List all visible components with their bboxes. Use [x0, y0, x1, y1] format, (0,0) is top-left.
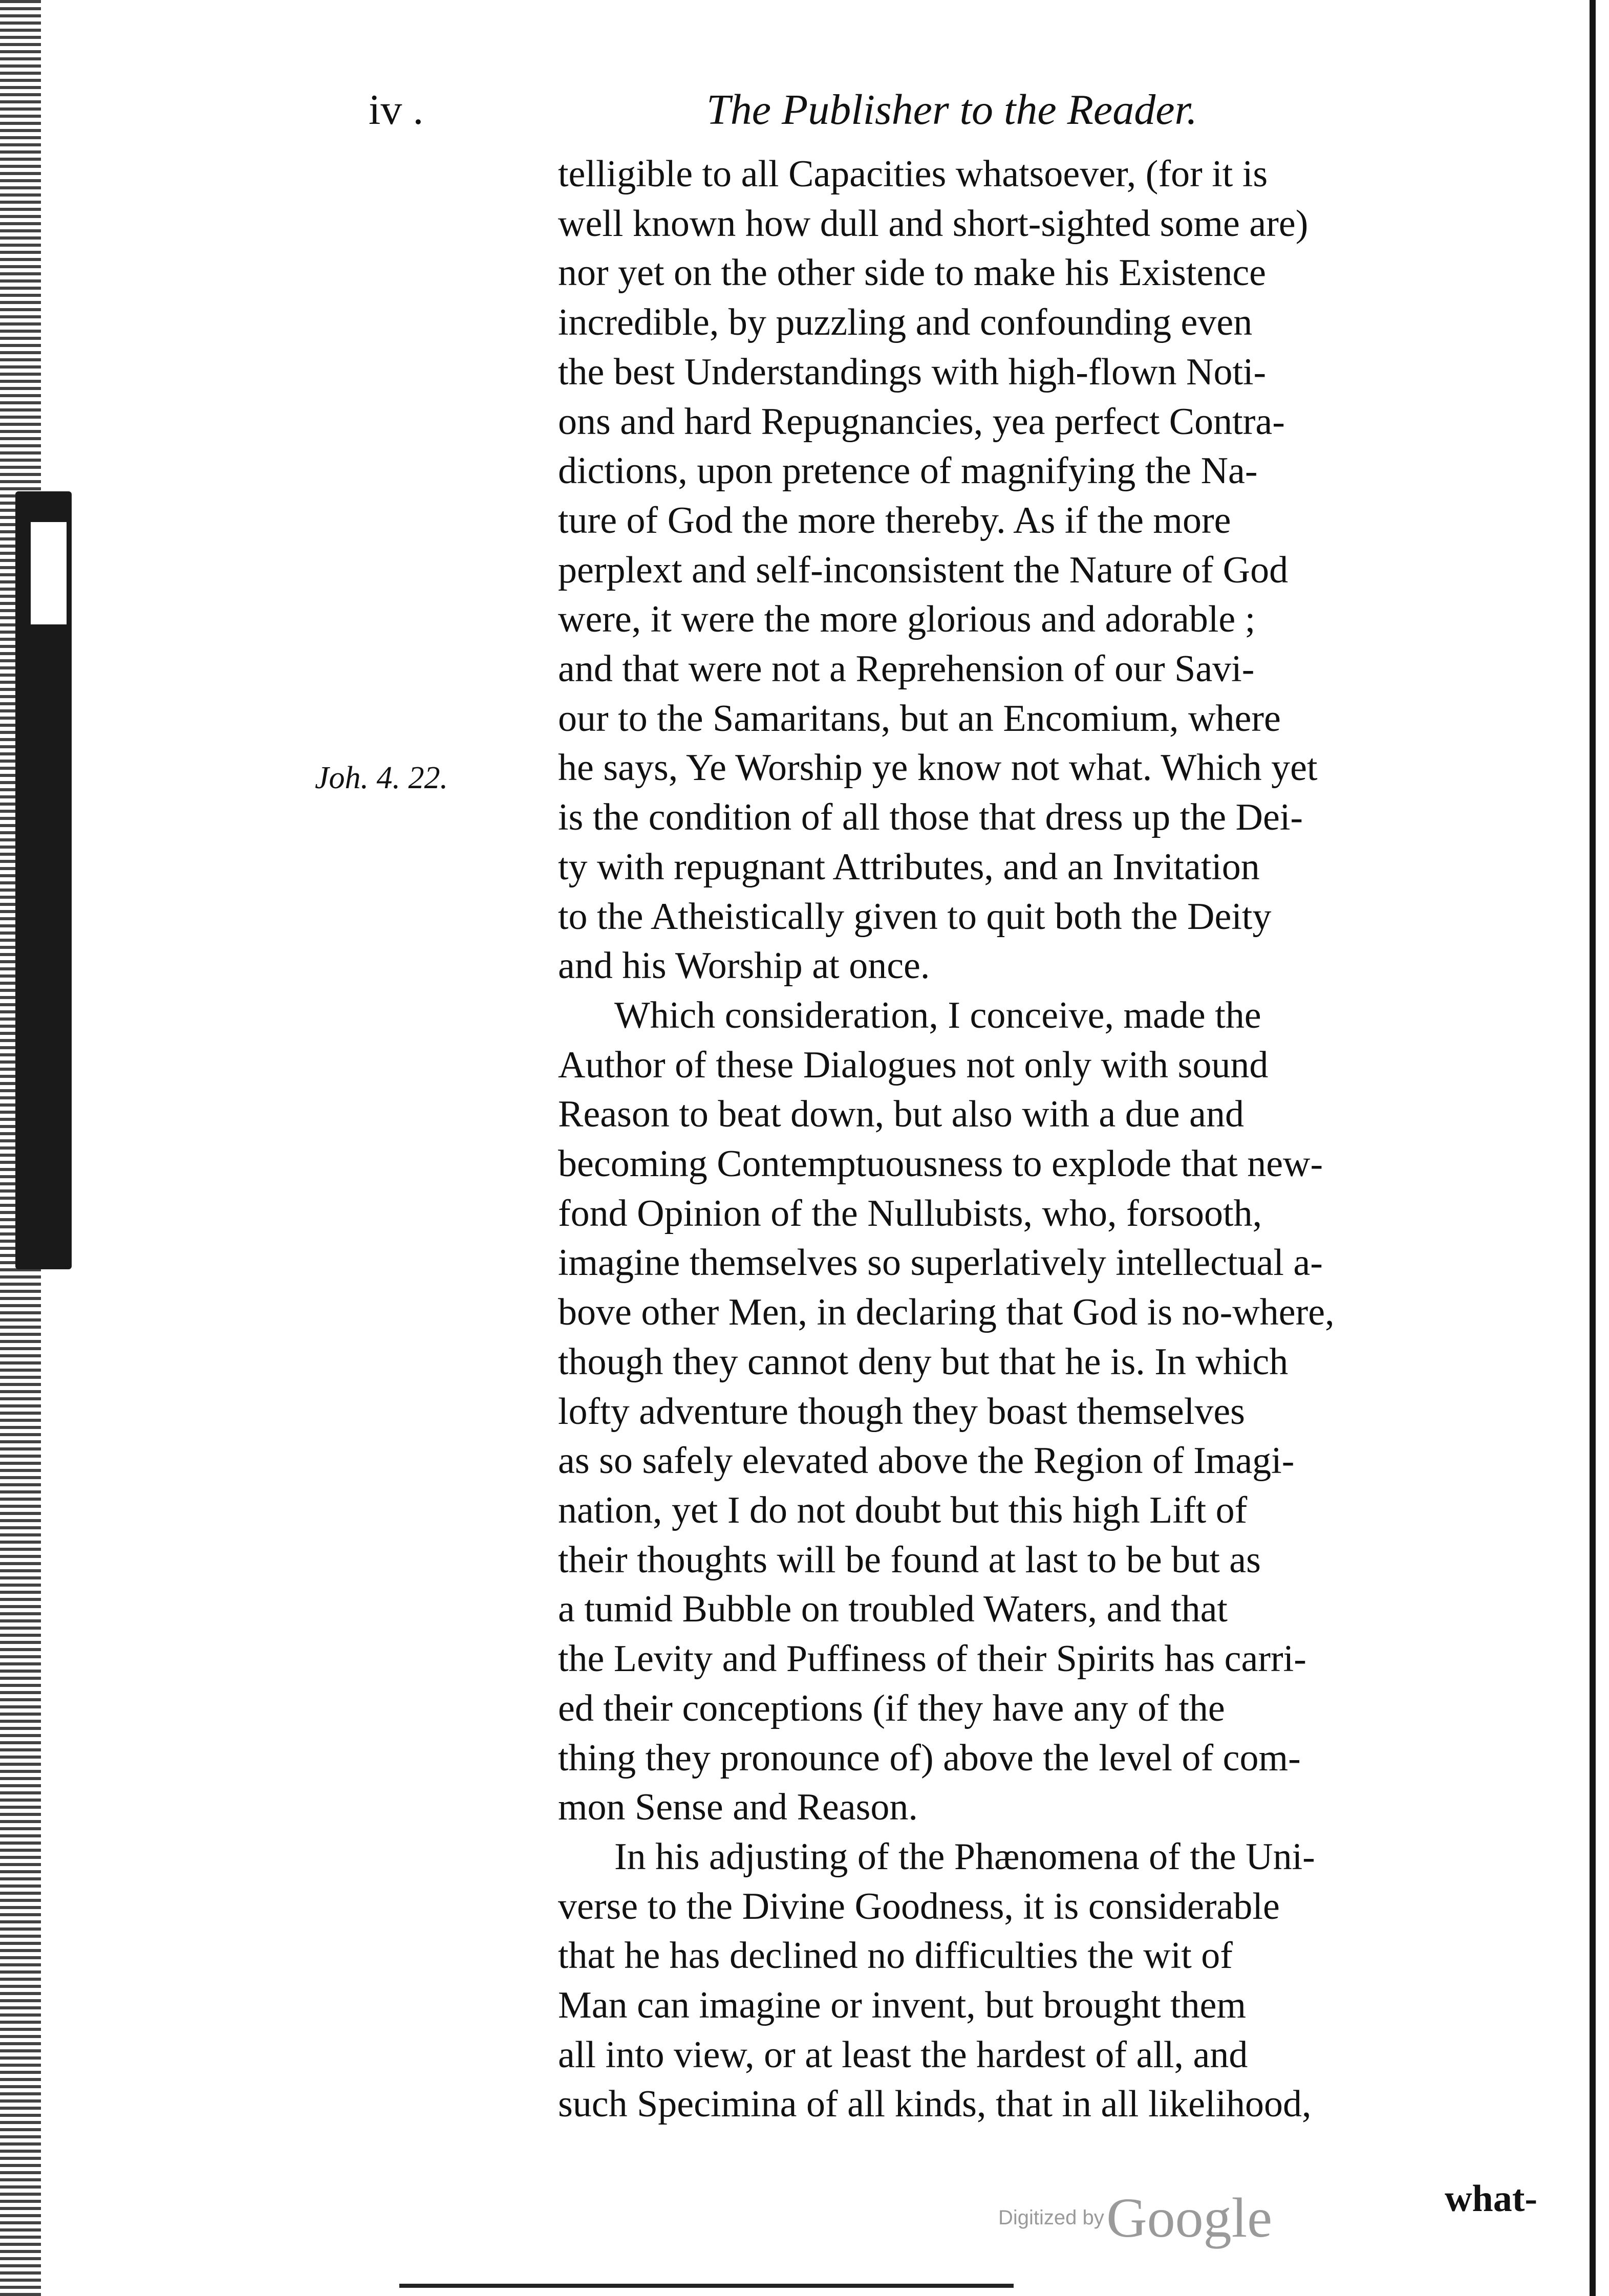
running-header — [369, 79, 1551, 141]
watermark-prefix: Digitized by — [998, 2206, 1104, 2229]
text-line: the best Understandings with high-flown Noti- — [558, 351, 1267, 393]
text-line: the Levity and Puffiness of their Spirits has carri- — [558, 1638, 1306, 1680]
text-line: mon Sense and Reason. — [558, 1786, 918, 1829]
text-line: Man can imagine or invent, but brought them — [558, 1984, 1247, 2027]
text-line: our to the Samaritans, but an Encomium, where — [558, 697, 1281, 740]
text-line: were, it were the more glorious and adorable ; — [558, 598, 1256, 641]
text-line: ty with repugnant Attributes, and an Invitation — [558, 846, 1260, 888]
margin-note: Joh. 4. 22. — [315, 761, 448, 795]
text-line: nation, yet I do not doubt but this high Lift of — [558, 1489, 1248, 1531]
text-line: nor yet on the other side to make his Existence — [558, 252, 1267, 294]
text-line: all into view, or at least the hardest of all, and — [558, 2033, 1248, 2076]
text-line: bove other Men, in declaring that God is no-where, — [558, 1291, 1335, 1334]
text-line: he says, Ye Worship ye know not what. Which yet — [558, 747, 1318, 789]
text-line: thing they pronounce of) above the level of com- — [558, 1737, 1301, 1779]
text-line: ture of God the more thereby. As if the more — [558, 499, 1231, 541]
text-line: is the condition of all those that dress up the Dei- — [558, 796, 1303, 839]
text-line: well known how dull and short-sighted some are) — [558, 202, 1308, 245]
running-title: The Publisher to the Reader. — [706, 86, 1197, 134]
text-line: becoming Contemptuousness to explode that new- — [558, 1143, 1323, 1185]
text-line: lofty adventure though they boast themselves — [558, 1390, 1245, 1433]
text-line: telligible to all Capacities whatsoever, (for it is — [558, 153, 1268, 195]
digitization-watermark — [998, 2185, 1272, 2250]
page-edge-rule — [1590, 0, 1596, 2296]
text-line: to the Atheistically given to quit both the Deity — [558, 895, 1272, 938]
text-line: such Specimina of all kinds, that in all likelihood, — [558, 2083, 1312, 2126]
text-line: Which consideration, I conceive, made the — [614, 994, 1261, 1036]
text-line: ed their conceptions (if they have any of the — [558, 1687, 1225, 1729]
text-line: fond Opinion of the Nullubists, who, forsooth, — [558, 1192, 1262, 1234]
text-line: imagine themselves so superlatively intellectual a- — [558, 1242, 1323, 1284]
text-line: In his adjusting of the Phænomena of the Uni- — [614, 1835, 1315, 1878]
text-line: Reason to beat down, but also with a due and — [558, 1093, 1244, 1136]
text-line: as so safely elevated above the Region of Imagi- — [558, 1440, 1295, 1482]
text-line: verse to the Divine Goodness, it is considerable — [558, 1885, 1280, 1927]
text-line: perplext and self-inconsistent the Nature of God — [558, 549, 1289, 591]
body-text — [558, 149, 1533, 2129]
binding-notch — [31, 522, 67, 624]
text-line: that he has declined no difficulties the wit of — [558, 1935, 1233, 1977]
text-line: a tumid Bubble on troubled Waters, and that — [558, 1588, 1228, 1631]
text-line: and his Worship at once. — [558, 945, 930, 987]
page-number: iv . — [369, 86, 424, 134]
page-bottom-rule — [399, 2284, 1014, 2288]
text-line: ons and hard Repugnancies, yea perfect Contra- — [558, 400, 1285, 443]
text-line: incredible, by puzzling and confounding even — [558, 301, 1253, 344]
text-line: though they cannot deny but that he is. In which — [558, 1340, 1289, 1383]
text-line: Author of these Dialogues not only with sound — [558, 1044, 1269, 1086]
catchword: what- — [1445, 2178, 1537, 2220]
text-line: and that were not a Reprehension of our Savi- — [558, 648, 1255, 690]
text-line: their thoughts will be found at last to be but as — [558, 1539, 1261, 1581]
text-line: dictions, upon pretence of magnifying the Na- — [558, 450, 1258, 492]
google-logo: Google — [1106, 2186, 1273, 2249]
